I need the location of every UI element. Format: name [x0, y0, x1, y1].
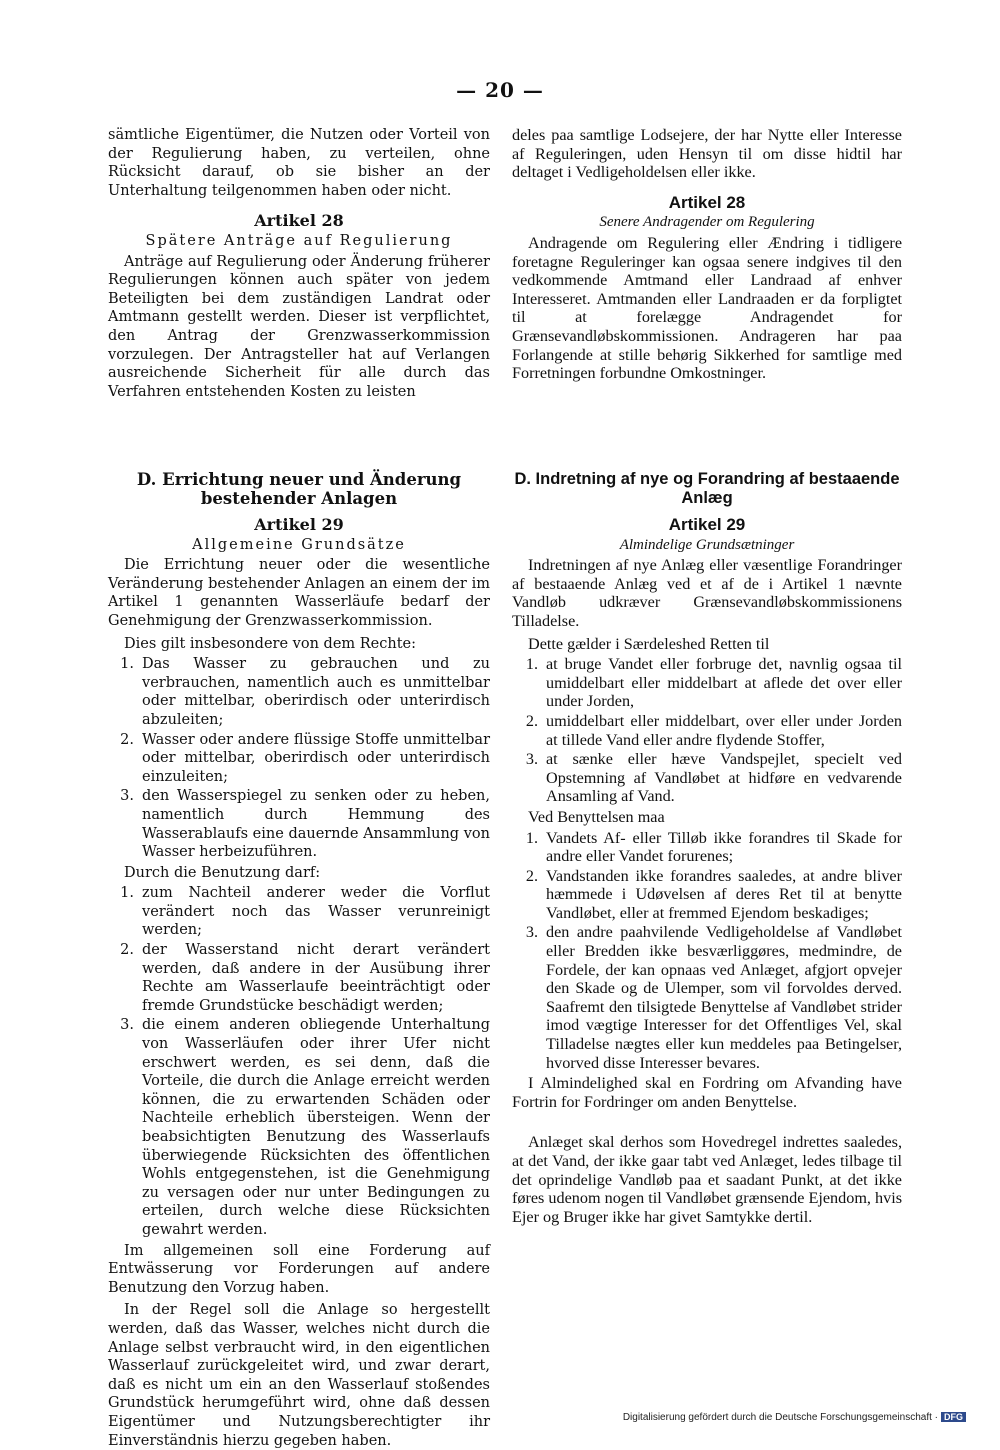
german-use-intro: Durch die Benutzung darf: [124, 864, 321, 881]
dfg-logo: DFG [941, 1412, 966, 1422]
danish-article-28-subtitle: Senere Andragender om Regulering [599, 214, 815, 231]
list-item: 3. den andre paahvilende Vedligeholdelse af Vandløbet eller Bredden ikke besværliggøres, medmindre, de Fordele, der kan opnaas ved Anlæget, afgjort opvejer den Skade og de Ulemper, som vil forvoldes derved. Saafremt den tilsigtede Benyttelse af Vandløbet strider imod vægtige Interesser for det Offentliges Vel, skal Tilladelse nægtes eller kun meddeles paa Betingelser, hvorved disse Interesser bevares. [525, 923, 902, 1072]
danish-column-section-d [512, 470, 902, 1226]
danish-article-29-paragraph: Indretningen af nye Anlæg eller væsentlige Forandringer af bestaaende Anlæg ved et af de i Artikel 1 nævnte Vandløb udkræver Grænsevandløbskommissionens Tilladelse. [512, 556, 902, 630]
german-column-top [108, 126, 490, 401]
danish-article-28-title: Artikel 28 [668, 192, 746, 212]
german-article-28-title: Artikel 28 [254, 211, 344, 231]
list-item: 3. die einem anderen obliegende Unterhaltung von Wasserläufen oder ihrer Ufer nicht erschwert werden, es sei denn, daß die Vorteile, die durch die Anlage erreicht werden können, die zu erwartenden Schäden oder Nachteile erheblich übersteigen. Wenn der beabsichtigten Benutzung des Wasserlaufs überwiegende Rücksichten des öffentlichen Wohls entgegenstehen, ist die Genehmigung zu versagen oder nur unter Bedingungen zu erteilen, durch welche diese Rücksichten gewahrt werden. [120, 1017, 490, 1238]
digitization-footer [623, 1412, 966, 1423]
danish-column-top [512, 126, 902, 383]
list-item: 2. Vandstanden ikke forandres saaledes, at andre bliver hæmmede i Udøvelsen af deres Ret til at benytte Vandløbet, eller at fremmed Ejendom beskadiges; [525, 866, 902, 922]
danish-intro-paragraph: deles paa samtlige Lodsejere, der har Nytte eller Interesse af Reguleringen, uden Hensyn til om disse hidtil har deltaget i Vedligeholdelsen eller ikke. [512, 126, 902, 182]
danish-rights-list [512, 655, 902, 806]
danish-article-28-text: Andragende om Regulering eller Ændring i tidligere foretagne Reguleringer kan ogsaa senere indgives til den vedkommende Amtmand eller Landraad af enhver Interesseret. Amtmanden eller Landraaden er da forpligtet til at forelægge Andragendet for Grænsevandløbskommissionen. Andrageren har paa Forlangende at stille behørig Sikkerhed for samtlige med Forretningen forbundne Omkostninger. [512, 233, 902, 383]
page-number: — 20 — [456, 78, 544, 102]
german-article-29-subtitle: Allgemeine Grundsätze [192, 536, 406, 553]
list-item: 1. Vandets Af- eller Tilløb ikke forandres til Skade for andre eller Vandet forurenes; [525, 828, 902, 866]
danish-use-intro: Ved Benyttelsen maa [528, 807, 665, 826]
danish-rights-intro: Dette gælder i Særdeleshed Retten til [528, 634, 770, 653]
list-item: 2. Wasser oder andere flüssige Stoffe unmittelbar oder mittelbar, oberirdisch oder unterirdisch einzuleiten; [120, 731, 490, 785]
german-article-29-paragraph: Die Errichtung neuer oder die wesentliche Veränderung bestehender Anlagen an einem der im Artikel 1 genannten Wasserläufe bedarf der Genehmigung der Grenzwasserkommission. [108, 557, 490, 629]
list-item: 2. umiddelbart eller middelbart, over eller under Jorden at tillede Vand eller andre flydende Stoffer, [525, 711, 902, 749]
list-item: 3. at sænke eller hæve Vandspejlet, specielt ved Opstemning af Vandløbet at hidføre en vedvarende Ansamling af Vand. [525, 750, 902, 806]
footer-text: Digitalisierung gefördert durch die Deutsche Forschungsgemeinschaft · [622, 1412, 938, 1423]
german-intro-paragraph: sämtliche Eigentümer, die Nutzen oder Vorteil von der Regulierung haben, zu verteilen, ohne Rücksicht darauf, ob sie bisher an der Unterhaltung teilgenommen haben oder nicht. [108, 127, 490, 199]
list-item: 1. zum Nachteil anderer weder die Vorflut verändert noch das Wasser verunreinigt werden; [120, 885, 490, 939]
list-item: 2. der Wasserstand nicht derart verändert werden, daß andere in der Ausübung ihrer Rechte am Wasserlaufe beeinträchtigt oder fremde Grundstücke beschädigt werden; [120, 942, 490, 1014]
german-use-list [108, 884, 490, 1239]
danish-use-list [512, 829, 902, 1073]
danish-general-paragraph: I Almindelighed skal en Fordring om Afvanding have Fortrin for Fordringer om anden Benyttelse. [512, 1074, 902, 1111]
danish-article-29-title: Artikel 29 [668, 515, 746, 534]
danish-section-d-heading: D. Indretning af nye og Forandring af bestaaende Anlæg [514, 470, 900, 507]
german-article-28-subtitle: Spätere Anträge auf Regulierung [145, 232, 453, 249]
list-item: 1. Das Wasser zu gebrauchen und zu verbrauchen, namentlich auch es unmittelbar oder mittelbar, oberirdisch oder unterirdisch abzuleiten; [120, 656, 490, 728]
german-article-29-title: Artikel 29 [254, 515, 344, 534]
german-column-section-d [108, 470, 490, 1450]
danish-rule-paragraph: Anlæget skal derhos som Hovedregel indrettes saaledes, at det Vand, der ikke gaar tabt ved Anlæget, ledes tilbage til det oprindelige Vandløb paa et saadant Punkt, at det ikke føres udenom nogen til Vandløbet grænsende Ejendom, hvis Ejer og Bruger ikke har givet Samtykke dertil. [512, 1133, 902, 1226]
german-article-28-text: Anträge auf Regulierung oder Änderung früherer Regulierungen können auch später von jedem Beteiligten bei dem zuständigen Landrat oder Amtmann gestellt werden. Dieser ist verpflichtet, den Antrag der Grenzwasserkommission vorzulegen. Der Antragsteller hat auf Verlangen ausreichende Sicherheit für alle durch das Verfahren entstehenden Kosten zu leisten [108, 253, 490, 400]
german-general-paragraph: Im allgemeinen soll eine Forderung auf Entwässerung vor Forderungen auf andere Benutzung den Vorzug haben. [108, 1242, 490, 1296]
list-item: 3. den Wasserspiegel zu senken oder zu heben, namentlich durch Hemmung des Wasserablaufs eine dauernde Ansammlung von Wasser herbeizuführen. [120, 788, 490, 861]
danish-article-29-subtitle: Almindelige Grundsætninger [619, 536, 795, 553]
german-rights-intro: Dies gilt insbesondere von dem Rechte: [124, 635, 417, 652]
german-rights-list [108, 655, 490, 862]
german-section-d-heading: D. Errichtung neuer und Änderung bestehender Anlagen [136, 470, 462, 508]
german-rule-paragraph: In der Regel soll die Anlage so hergestellt werden, daß das Wasser, welches nicht durch die Anlage selbst verbraucht wird, in den eigentlichen Wasserlauf zurückgeleitet wird, und zwar derart, daß es nicht um ein an den Wasserlauf stoßendes Grundstück herumgeführt wird, ohne daß dessen Eigentümer und Nutzungsberechtigter ihr Einverständnis hierzu gegeben haben. [108, 1302, 490, 1449]
list-item: 1. at bruge Vandet eller forbruge det, navnlig ogsaa til umiddelbart eller middelbart at aflede det over eller under Jorden, [525, 655, 902, 711]
